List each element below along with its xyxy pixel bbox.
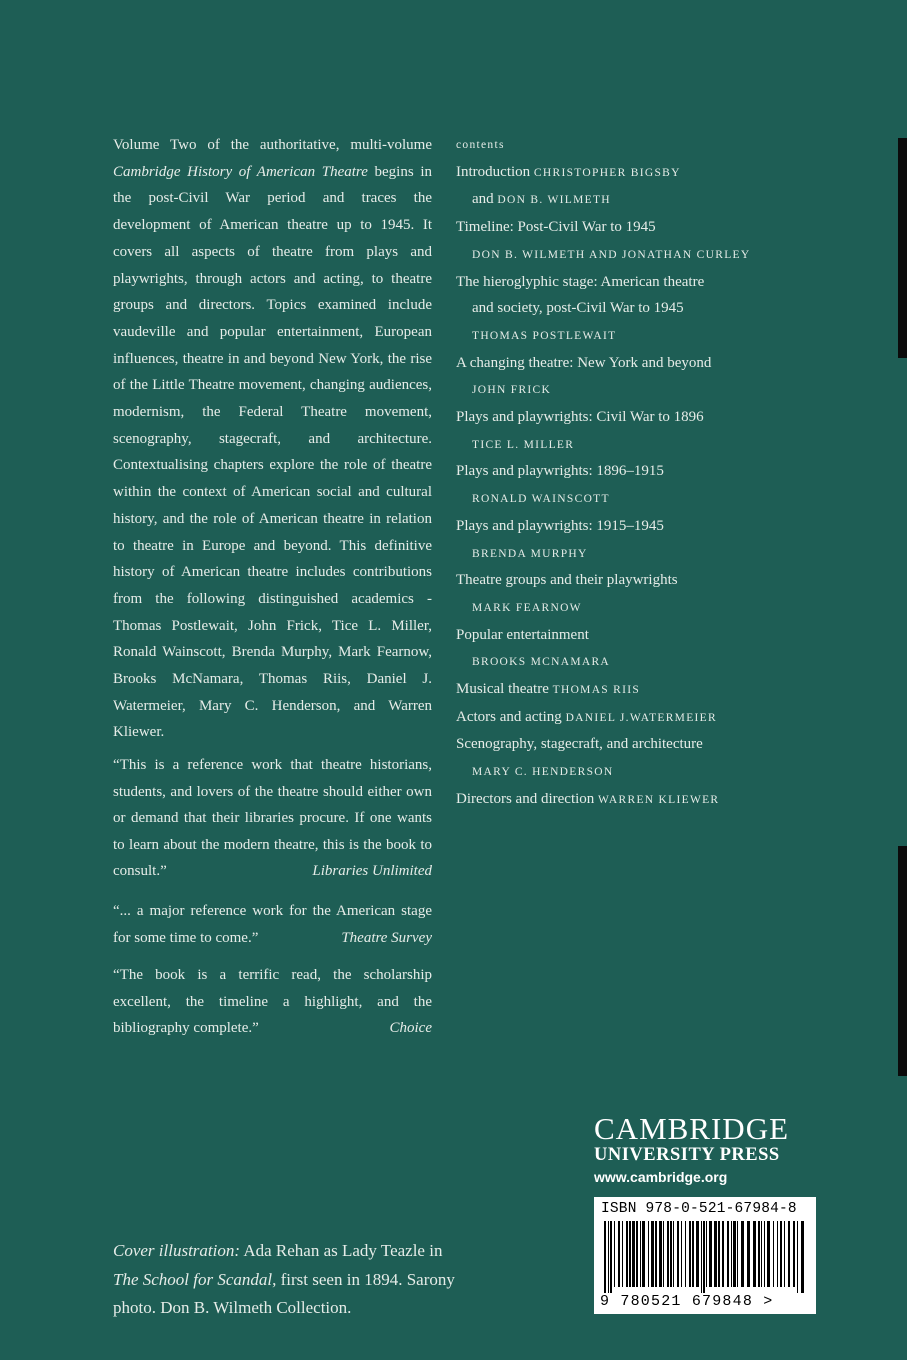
chapter-title: Directors and direction xyxy=(456,790,599,807)
barcode-bar xyxy=(642,1221,645,1287)
review-quote xyxy=(113,962,432,1042)
toc-line xyxy=(456,350,876,377)
chapter-author: DANIEL J.WATERMEIER xyxy=(565,711,717,724)
toc-line xyxy=(456,269,876,296)
chapter-title: The hieroglyphic stage: American theatre xyxy=(456,273,705,290)
contents-heading: contents xyxy=(456,139,505,151)
chapter-title: Plays and playwrights: 1915–1945 xyxy=(456,517,664,534)
chapter-author: THOMAS RIIS xyxy=(552,684,641,697)
quote-source: Theatre Survey xyxy=(341,929,432,946)
quote-source: Libraries Unlimited xyxy=(312,863,432,879)
barcode-bar xyxy=(737,1221,738,1287)
barcode-bar xyxy=(636,1221,638,1287)
edge-mark-bottom xyxy=(898,846,907,1076)
quote-source: Choice xyxy=(389,1020,432,1036)
barcode-bar xyxy=(709,1221,712,1287)
review-quote xyxy=(113,752,432,885)
quote-text: “This is a reference work that theatre historians, students, and lovers of the theatre should either own or demand that their libraries procure. If one wants to learn about the modern theatre, this is the book to consult.” xyxy=(113,757,432,879)
barcode-bar xyxy=(670,1221,672,1287)
description-line: movement, changing audiences, modernism, the xyxy=(113,377,432,421)
toc-line xyxy=(456,567,876,594)
chapter-author: RONALD WAINSCOTT xyxy=(472,493,610,506)
barcode-bar xyxy=(648,1221,649,1287)
barcode-digits: 9 780521 679848 > xyxy=(600,1293,774,1310)
barcode-bar xyxy=(731,1221,732,1287)
book-description: Volume Two of the authoritative, multi-volume Cambridge History of American Theatre begins in the post-Civil War period and traces the development of American theatre up to 1945. It covers all aspects of theatre from plays and playwrights, through actors and acting, to theatre groups and directors. Topics examined include vaudeville and popular entertainment, European influences, theatre in and beyond New York, the rise of the Little Theatre movement, changing audiences, modernism, the Federal Theatre movement, scenography, stagecraft, and architecture. Contextualising chapters explore the role of theatre within the context of American social and cultural history, and the role of American theatre in relation to theatre in Europe and beyond. This definitive history of American theatre includes contributions from the following distinguished academics - Thomas Postlewait, John Frick, Tice L. Miller, Ronald Wainscott, Brenda Murphy, Mark Fearnow, Brooks McNamara, Thomas Riis, Daniel J. Watermeier, Mary C. Henderson, and Warren Kliewer. xyxy=(113,137,433,741)
toc-line xyxy=(456,376,876,404)
barcode-bar xyxy=(797,1221,798,1293)
barcode-bar xyxy=(793,1221,795,1287)
barcode-bar xyxy=(764,1221,765,1287)
toc-line xyxy=(456,513,876,540)
barcode-bar xyxy=(718,1221,720,1287)
toc-line xyxy=(456,458,876,485)
barcode-bar xyxy=(727,1221,729,1287)
barcode-bar xyxy=(618,1221,620,1287)
toc-line xyxy=(456,786,876,814)
chapter-author: THOMAS POSTLEWAIT xyxy=(472,329,617,342)
cover-credit-text: , first seen in 1894. Sarony photo. Don B. Wilmeth Collection. xyxy=(113,1269,455,1318)
isbn-text: ISBN 978-0-521-67984-8 xyxy=(601,1201,797,1217)
description-line: This definitive history of American theatre includes xyxy=(113,537,432,581)
chapter-title: Actors and acting xyxy=(456,708,566,725)
chapter-title: Scenography, stagecraft, and architecture xyxy=(456,736,703,753)
publisher-name: CAMBRIDGE xyxy=(594,1111,790,1146)
cover-credit-label: Cover illustration: xyxy=(113,1241,241,1260)
description-line: Topics examined include vaudeville and popular xyxy=(113,297,432,340)
publisher-press: UNIVERSITY PRESS xyxy=(594,1145,780,1165)
barcode-bar xyxy=(706,1221,707,1287)
chapter-title: A changing theatre: New York and beyond xyxy=(456,354,712,371)
barcode-bar xyxy=(733,1221,736,1287)
description-line: Fearnow, Brooks McNamara, Thomas Riis, Daniel xyxy=(113,644,432,688)
toc-line xyxy=(456,731,876,758)
toc-line xyxy=(456,241,876,269)
toc-line xyxy=(456,214,876,241)
chapter-author: BROOKS MCNAMARA xyxy=(472,656,611,669)
toc-line xyxy=(456,704,876,732)
description-line: post-Civil War period and traces the development xyxy=(113,190,432,234)
chapter-author: CHRISTOPHER BIGSBY xyxy=(533,166,681,179)
description-line: Kliewer. xyxy=(113,724,165,741)
chapter-author: TICE L. MILLER xyxy=(472,438,575,451)
quote-text: “The book is a terrific read, the scholarship excellent, the timeline a highlight, and the bibliography complete.” xyxy=(113,967,432,1036)
chapter-title: Plays and playwrights: Civil War to 1896 xyxy=(456,409,704,426)
chapter-author: MARK FEARNOW xyxy=(472,601,582,614)
toc-line xyxy=(456,540,876,568)
publisher-logo xyxy=(594,1112,824,1185)
barcode-bar xyxy=(784,1221,785,1287)
description-line: actors and acting, to theatre groups and directors. xyxy=(113,270,432,314)
barcode-bar xyxy=(626,1221,628,1287)
chapter-author: DON B. WILMETH xyxy=(497,194,611,207)
barcode-bar xyxy=(667,1221,669,1287)
toc-line xyxy=(456,186,876,214)
barcode-bar xyxy=(741,1221,744,1287)
barcode-bar xyxy=(677,1221,679,1287)
barcode-bar xyxy=(604,1221,606,1293)
barcode-bar xyxy=(685,1221,686,1287)
chapter-author: JOHN FRICK xyxy=(472,384,552,397)
toc-line xyxy=(456,431,876,459)
description-line: Federal Theatre movement, scenography, stagecraft, xyxy=(113,404,432,447)
description-line: the role of theatre within the context of American xyxy=(113,457,432,501)
chapter-title: Timeline: Post-Civil War to 1945 xyxy=(456,219,656,236)
description-line: Volume Two of the authoritative, multi-volume xyxy=(113,137,432,153)
chapter-title: Popular entertainment xyxy=(456,626,589,643)
toc-line xyxy=(456,648,876,676)
table-of-contents xyxy=(456,132,876,814)
chapter-title: and society, post-Civil War to 1945 xyxy=(472,300,684,317)
barcode-bar xyxy=(758,1221,760,1287)
barcode-bar xyxy=(632,1221,635,1287)
barcode-bar xyxy=(663,1221,664,1287)
chapter-author: MARY C. HENDERSON xyxy=(472,766,614,779)
barcode-bar xyxy=(692,1221,694,1287)
description-line: beyond New York, the rise of the Little Theatre xyxy=(113,350,432,394)
toc-line xyxy=(456,295,876,322)
barcode-bar xyxy=(767,1221,770,1287)
toc-line xyxy=(456,594,876,622)
description-line: contributions from the following distinguished xyxy=(113,564,432,607)
barcode-bar xyxy=(608,1221,609,1293)
barcode-icon xyxy=(602,1221,808,1293)
description-line: theatre in relation to theatre in Europe and beyond. xyxy=(113,510,432,554)
series-title: Cambridge History of American Theatre xyxy=(113,163,368,180)
cover-credit-play: The School for Scandal xyxy=(113,1269,273,1289)
barcode-bar xyxy=(780,1221,782,1287)
barcode-bar xyxy=(714,1221,717,1287)
barcode-bar xyxy=(622,1221,623,1287)
barcode-bar xyxy=(673,1221,674,1287)
barcode-bar xyxy=(761,1221,762,1287)
barcode-bar xyxy=(747,1221,750,1287)
toc-line xyxy=(456,485,876,513)
barcode-bar xyxy=(640,1221,641,1287)
isbn-barcode xyxy=(594,1197,816,1314)
description-line: of theatre from plays and playwrights, through xyxy=(113,243,432,287)
description-line: of American theatre up to 1945. It covers all aspects xyxy=(113,217,433,260)
toc-line xyxy=(456,676,876,704)
toc-line xyxy=(456,404,876,431)
chapter-author: BRENDA MURPHY xyxy=(472,547,588,560)
barcode-bar xyxy=(659,1221,662,1287)
barcode-bar xyxy=(681,1221,682,1287)
toc-line xyxy=(456,159,876,187)
barcode-bar xyxy=(689,1221,691,1287)
barcode-bar xyxy=(696,1221,699,1287)
barcode-bar xyxy=(722,1221,724,1287)
publisher-url: www.cambridge.org xyxy=(594,1169,728,1185)
barcode-bar xyxy=(701,1221,702,1293)
chapter-author: WARREN KLIEWER xyxy=(598,793,720,806)
barcode-bar xyxy=(801,1221,804,1293)
toc-line xyxy=(456,758,876,786)
cover-credit-text: Ada Rehan as Lady Teazle in xyxy=(240,1241,443,1260)
description-line: entertainment, European influences, theatre in and xyxy=(113,323,432,367)
description-line: and architecture. Contextualising chapters explore xyxy=(113,430,432,474)
description-line: Miller, Ronald Wainscott, Brenda Murphy, Mark xyxy=(113,617,432,661)
barcode-bar xyxy=(655,1221,657,1287)
barcode-bar xyxy=(651,1221,654,1287)
barcode-bar xyxy=(614,1221,615,1287)
chapter-author: DON B. WILMETH AND JONATHAN CURLEY xyxy=(472,248,751,261)
toc-list xyxy=(456,159,876,814)
barcode-bar xyxy=(629,1221,631,1287)
chapter-title: Musical theatre xyxy=(456,681,553,698)
barcode-bar xyxy=(777,1221,778,1287)
edge-mark-top xyxy=(898,138,907,358)
toc-line xyxy=(456,622,876,649)
barcode-bar xyxy=(773,1221,774,1287)
barcode-bar xyxy=(753,1221,756,1287)
description-line: social and cultural history, and the role of American xyxy=(113,484,432,527)
description-line: J. Watermeier, Mary C. Henderson, and Warren xyxy=(113,671,432,714)
chapter-title: Plays and playwrights: 1896–1915 xyxy=(456,463,664,480)
barcode-bar xyxy=(703,1221,705,1293)
cover-credit xyxy=(113,1237,473,1323)
chapter-title: Introduction xyxy=(456,163,534,180)
chapter-title: Theatre groups and their playwrights xyxy=(456,572,678,589)
review-quote xyxy=(113,898,432,951)
barcode-bar xyxy=(788,1221,790,1287)
chapter-title: and xyxy=(472,191,498,208)
quote-text: “... a major reference work for the American stage for some time to come.” xyxy=(113,903,432,946)
description-line: academics - Thomas Postlewait, John Frick, Tice L. xyxy=(113,590,432,634)
barcode-bar xyxy=(610,1221,612,1293)
toc-line xyxy=(456,322,876,350)
